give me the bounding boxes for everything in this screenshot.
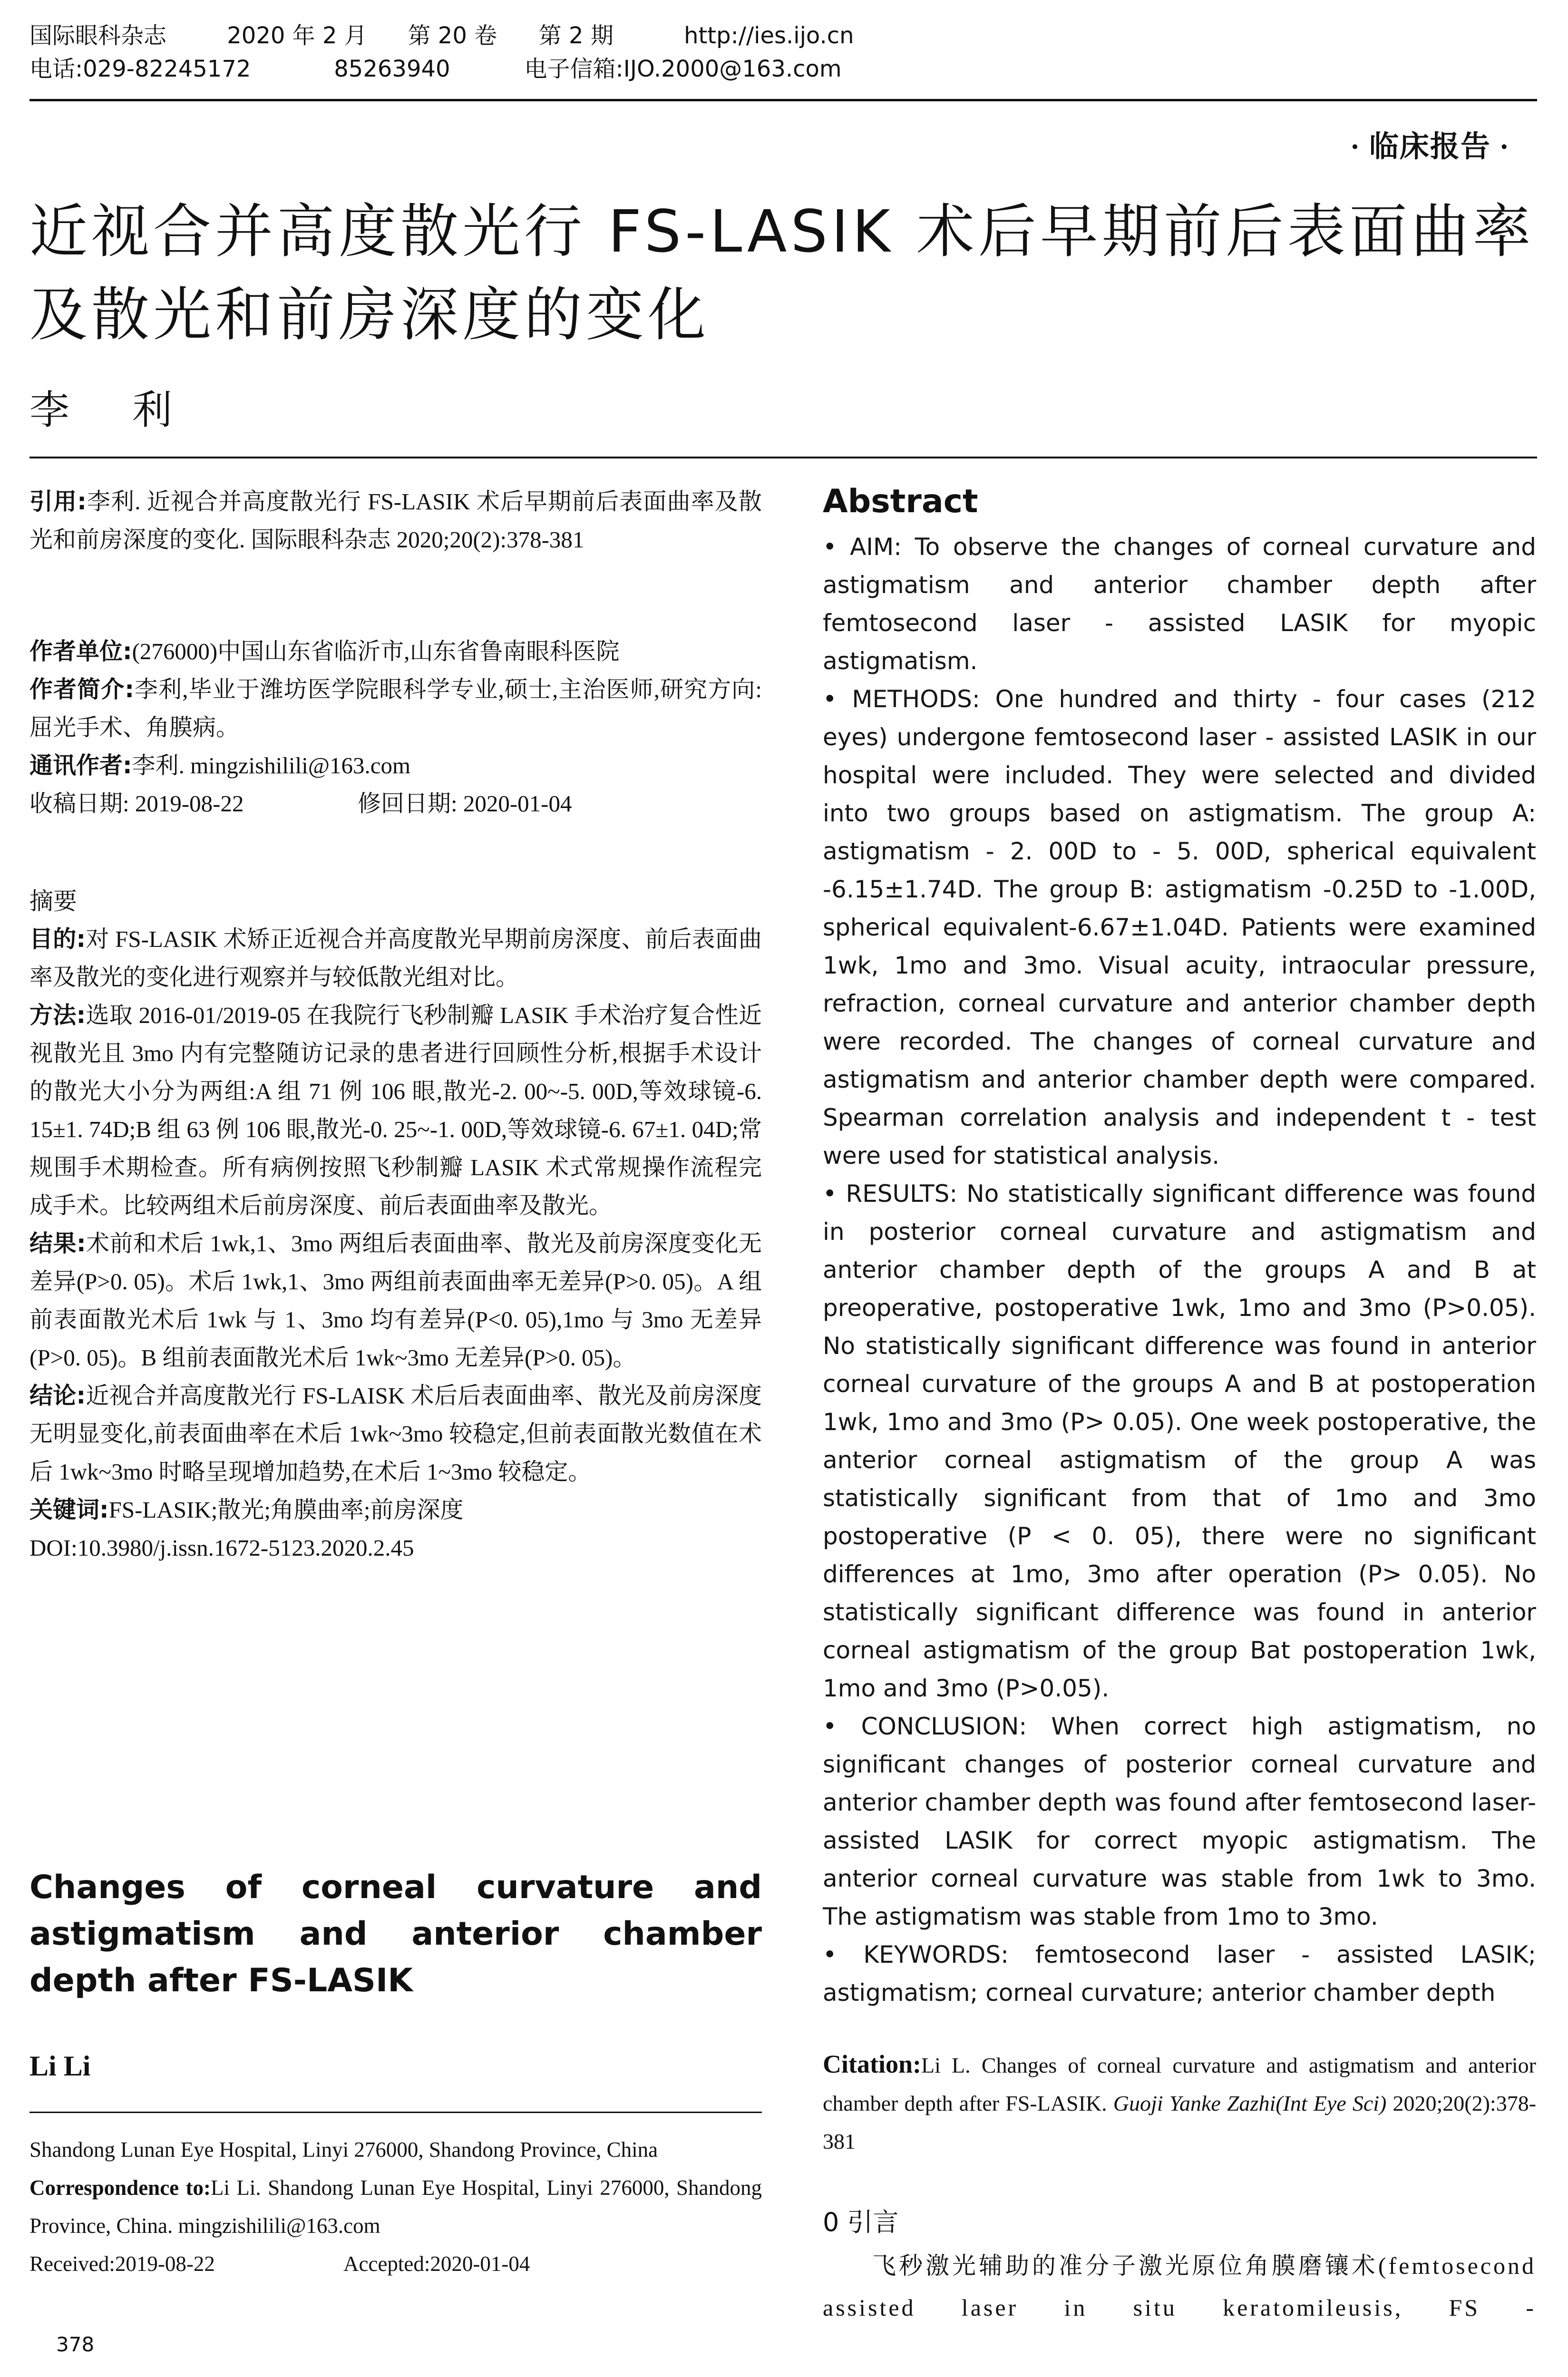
author-en: Li Li <box>29 2050 91 2082</box>
conclusion-en-label: • CONCLUSION: <box>823 1713 1027 1740</box>
corr-text[interactable]: 李利. mingzishilili@163.com <box>132 752 411 779</box>
aim-text: 对 FS-LASIK 术矫正近视合并高度散光早期前房深度、前后表面曲率及散光的变化进行观察并与较低散光组对比。 <box>29 926 762 990</box>
dates-zh <box>29 785 762 823</box>
conclusion-text: 近视合并高度散光行 FS-LAISK 术后后表面曲率、散光及前房深度无明显变化,前表面曲率在术后 1wk~3mo 较稳定,但前表面散光数值在术后 1wk~3mo 时略呈现增加趋势,在术后 1~3mo 较稳定。 <box>29 1383 762 1485</box>
issue-date: 2020 年 2 月 <box>227 22 367 49</box>
abstract-conclusion-zh <box>29 1377 762 1491</box>
results-en-label: • RESULTS: <box>823 1180 958 1208</box>
paper-title-en: Changes of corneal curvature and astigmatism and anterior chamber depth after FS-LASIK <box>29 1869 762 1999</box>
paper-title-zh: 近视合并高度散光行 FS-LASIK 术后早期前后表面曲率及散光和前房深度的变化 <box>29 198 1535 349</box>
doi[interactable]: DOI:10.3980/j.issn.1672-5123.2020.2.45 <box>29 1535 414 1561</box>
title-rule <box>29 457 1537 458</box>
bio-text: 李利,毕业于潍坊医学院眼科学专业,硕士,主治医师,研究方向:屈光手术、角膜病。 <box>29 676 762 740</box>
keywords-en-text: femtosecond laser - assisted LASIK; astigmatism; corneal curvature; anterior chamber depth <box>823 1941 1536 2007</box>
phone: 电话:029-82245172 <box>29 56 251 82</box>
aim-label: 目的: <box>29 925 86 953</box>
intro-text: 飞秒激光辅助的准分子激光原位角膜磨镶术(femtosecond assisted laser in situ keratomileusis, FS - <box>823 2252 1536 2321</box>
aim-en-text: To observe the changes of corneal curvature and astigmatism and anterior chamber depth after femtosecond laser - assisted LASIK for myopic astigmatism. <box>823 533 1536 675</box>
author-bio <box>29 671 762 747</box>
citation-en <box>823 2045 1536 2161</box>
abstract-heading-en: Abstract <box>823 483 978 520</box>
abstract-keywords-en <box>823 1936 1536 2012</box>
correspondence-en <box>29 2169 762 2245</box>
methods-label: 方法: <box>29 1002 86 1029</box>
issue-number: 第 2 期 <box>538 22 614 49</box>
dates-en <box>29 2245 762 2283</box>
abstract-methods-zh <box>29 996 762 1225</box>
methods-en-text: One hundred and thirty - four cases (212 eyes) undergone femtosecond laser - assisted LASIK in our hospital were included. They were selected and divided into two groups based on astigmatism. The group A: astigmatism - 2. 00D to - 5. 00D, spherical equivalent -6.15±1.74D. The group B: astigmatism -0.25D to -1.00D, spherical equivalent-6.67±1.04D. Patients were examined 1wk, 1mo and 3mo. Visual acuity, intraocular pressure, refraction, corneal curvature and anterior chamber depth were recorded. The changes of corneal curvature and astigmatism and anterior chamber depth were compared. Spearman correlation analysis and independent t - test were used for statistical analysis. <box>823 685 1536 1169</box>
citation-text: 李利. 近视合并高度散光行 FS-LASIK 术后早期前后表面曲率及散光和前房深度的变化. 国际眼科杂志 2020;20(2):378-381 <box>29 488 762 553</box>
author-en-rule <box>29 2112 762 2113</box>
abstract-aim-en <box>823 528 1536 680</box>
journal-name: 国际眼科杂志 <box>29 22 167 49</box>
accepted-en: Accepted:2020-01-04 <box>343 2252 530 2276</box>
methods-text: 选取 2016-01/2019-05 在我院行飞秒制瓣 LASIK 手术治疗复合性近视散光且 3mo 内有完整随访记录的患者进行回顾性分析,根据手术设计的散光大小分为两组:A 组 71 例 106 眼,散光-2. 00~-5. 00D,等效球镜-6. 15±1. 74D;B 组 63 例 106 眼,散光-0. 25~-1. 00D,等效球镜-6. 67±1. 04D;常规围手术期检查。所有病例按照飞秒制瓣 LASIK 术式常规操作流程完成手术。比较两组术后前房深度、前后表面曲率及散光。 <box>29 1002 762 1218</box>
keywords-en-label: • KEYWORDS: <box>823 1941 1009 1968</box>
abstract-heading-zh: 摘要 <box>29 887 77 915</box>
journal-header <box>29 19 1537 86</box>
header-rule <box>29 99 1537 101</box>
corresponding-author <box>29 747 762 785</box>
left-column <box>29 483 762 1567</box>
page-number: 378 <box>56 2333 95 2356</box>
abstract-aim-zh <box>29 920 762 996</box>
results-en-text: No statistically significant difference was found in posterior corneal curvature and astigmatism and anterior chamber depth of the groups A and B at preoperative, postoperative 1wk, 1mo and 3mo (P>0.05). No statistically significant difference was found in anterior corneal curvature of the groups A and B at postoperation 1wk, 1mo and 3mo (P> 0.05). One week postoperative, the anterior corneal astigmatism of the group A was statistically significant from that of 1mo and 3mo postoperative (P < 0. 05), there were no significant differences at 1mo, 3mo after operation (P> 0.05). No statistically significant difference was found in anterior corneal astigmatism of the group Bat postoperation 1wk, 1mo and 3mo (P>0.05). <box>823 1180 1536 1702</box>
aim-en-label: • AIM: <box>823 533 902 561</box>
correspondence-en-text[interactable]: Li Li. Shandong Lunan Eye Hospital, Linyi 276000, Shandong Province, China. mingzishilili@163.com <box>29 2176 762 2238</box>
keywords-text: FS-LASIK;散光;角膜曲率;前房深度 <box>108 1497 464 1523</box>
corr-label: 通讯作者: <box>29 752 132 779</box>
section-tag: · 临床报告 · <box>1350 131 1510 163</box>
phone-2: 85263940 <box>334 56 450 82</box>
keywords-zh <box>29 1491 762 1529</box>
abstract-results-en <box>823 1175 1536 1707</box>
methods-en-label: • METHODS: <box>823 685 980 713</box>
citation-zh <box>29 483 762 559</box>
email[interactable]: 电子信箱:IJO.2000@163.com <box>524 56 842 82</box>
intro-heading: 0 引言 <box>823 2207 899 2237</box>
header-line-2 <box>29 52 1537 86</box>
abstract-en <box>823 528 1536 2012</box>
citation-en-label: Citation: <box>823 2050 921 2078</box>
conclusion-label: 结论: <box>29 1382 86 1409</box>
received-en: Received:2019-08-22 <box>29 2252 215 2276</box>
affiliation-text: (276000)中国山东省临沂市,山东省鲁南眼科医院 <box>132 638 620 664</box>
citation-label: 引用: <box>29 488 87 515</box>
received-date: 收稿日期: 2019-08-22 <box>29 790 244 817</box>
affiliation-label: 作者单位: <box>29 638 132 665</box>
results-label: 结果: <box>29 1230 86 1257</box>
citation-en-tail: 2020;20(2):378-381 <box>823 2091 1537 2153</box>
abstract-results-zh <box>29 1225 762 1377</box>
conclusion-en-text: When correct high astigmatism, no significant changes of posterior corneal curvature and anterior chamber depth was found after femtosecond laser-assisted LASIK for correct myopic astigmatism. The anterior corneal curvature was stable from 1wk to 3mo. The astigmatism was stable from 1mo to 3mo. <box>823 1713 1536 1930</box>
author-zh: 李 利 <box>29 389 184 433</box>
volume: 第 20 卷 <box>408 22 497 49</box>
journal-url[interactable]: http://ies.ijo.cn <box>684 22 854 49</box>
affiliation-en: Shandong Lunan Eye Hospital, Linyi 276000, Shandong Province, China <box>29 2138 658 2162</box>
correspondence-en-label: Correspondence to: <box>29 2176 211 2200</box>
affiliation-en-block <box>29 2131 762 2283</box>
keywords-label: 关键词: <box>29 1496 109 1523</box>
revised-date: 修回日期: 2020-01-04 <box>358 790 572 817</box>
results-text: 术前和术后 1wk,1、3mo 两组后表面曲率、散光及前房深度变化无差异(P>0. 05)。术后 1wk,1、3mo 两组前表面曲率无差异(P>0. 05)。A 组前表面散光术后 1wk 与 1、3mo 均有差异(P<0. 05),1mo 与 3mo 无差异(P>0. 05)。B 组前表面散光术后 1wk~3mo 无差异(P>0. 05)。 <box>29 1230 762 1371</box>
abstract-methods-en <box>823 680 1536 1175</box>
abstract-conclusion-en <box>823 1707 1536 1936</box>
header-line-1 <box>29 19 1537 52</box>
bio-label: 作者简介: <box>29 676 134 703</box>
citation-en-journal: Guoji Yanke Zazhi(Int Eye Sci) <box>1113 2091 1387 2115</box>
citation-en-text: Li L. Changes of corneal curvature and astigmatism and anterior chamber depth after FS-LASIK. <box>823 2053 1536 2115</box>
affiliation-zh <box>29 633 762 671</box>
